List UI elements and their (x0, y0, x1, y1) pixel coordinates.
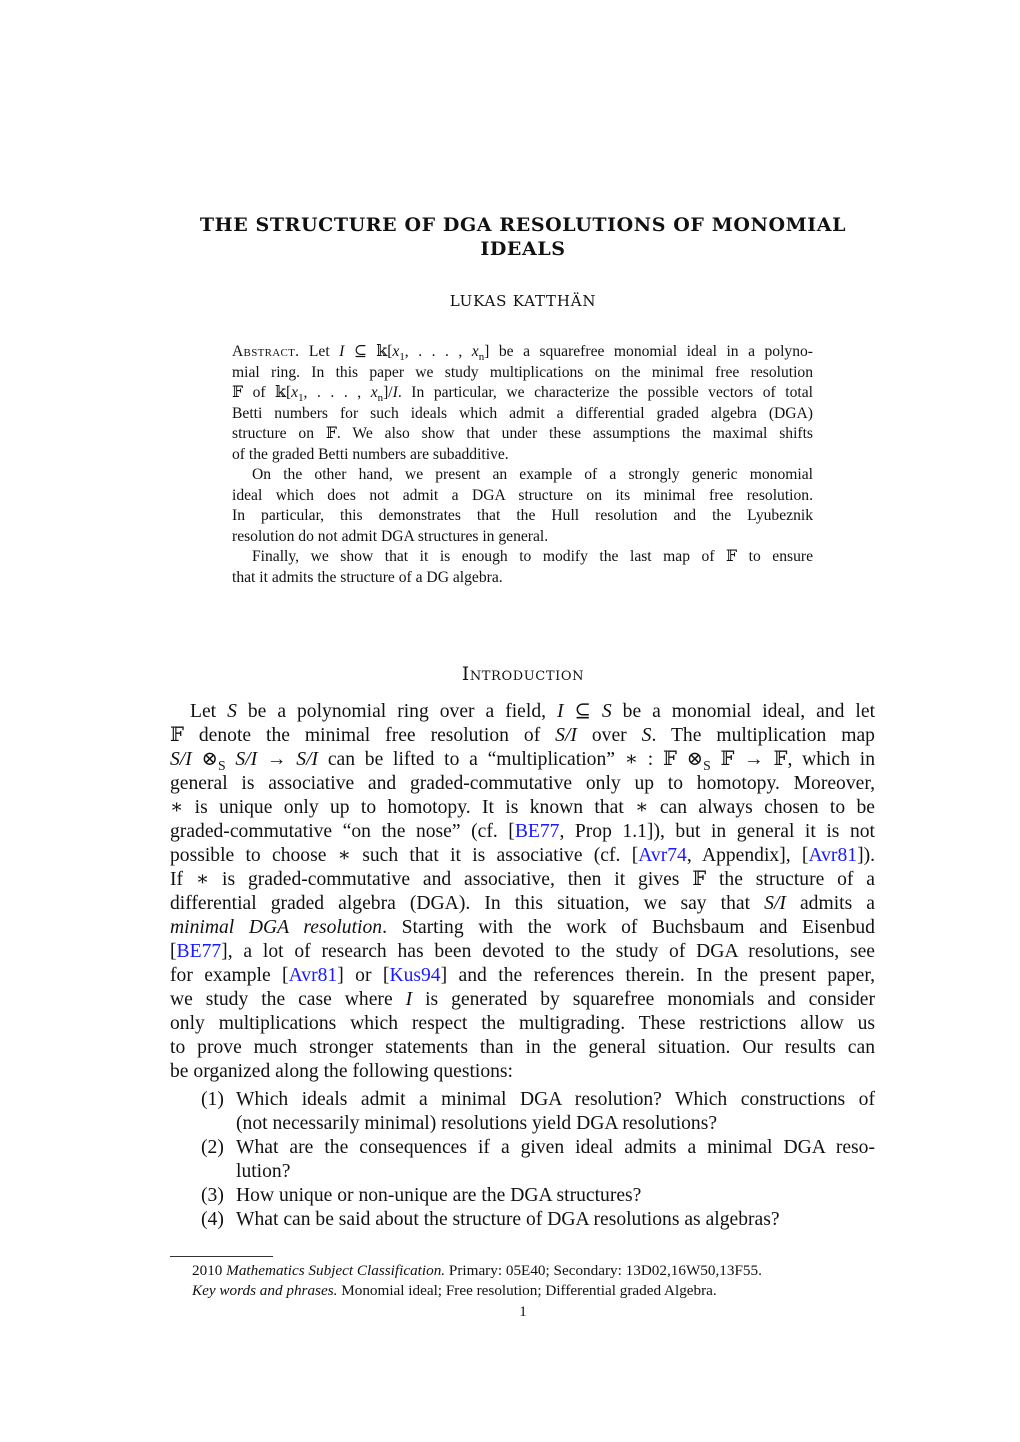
text-segment: 1 (399, 351, 405, 364)
math: I (405, 989, 413, 1010)
math: I (392, 384, 398, 401)
math: S/I (235, 749, 258, 770)
citation-link[interactable]: Avr74 (638, 845, 687, 866)
math: x (392, 343, 400, 360)
question-text (236, 1088, 875, 1136)
msc-year: 2010 (192, 1262, 223, 1279)
text-line: Which ideals admit a minimal DGA resolution? Which constructions of (236, 1089, 875, 1110)
keywords-text: Monomial ideal; Free resolution; Differential graded Algebra. (337, 1282, 717, 1299)
text-segment: ] and the references therein. In the present paper, (440, 965, 875, 986)
text-segment: possible to choose ∗ such that it is associative (cf. [ (170, 845, 639, 866)
paper-title-line-1: THE STRUCTURE OF DGA RESOLUTIONS OF MONOMIAL (199, 214, 847, 236)
text-line (232, 363, 813, 384)
footnote-rule (170, 1256, 273, 1257)
text-line (232, 404, 813, 425)
text-segment: , . . . , (303, 384, 371, 401)
text-segment: 𝔽 → 𝔽, which in (710, 749, 876, 770)
text-segment: ]). (857, 845, 876, 866)
text-segment: ideal which does not admit a DGA structure on its minimal free resolution. (232, 486, 813, 504)
text-segment: In particular, this demonstrates that the Hull resolution and the Lyubeznik (232, 507, 813, 524)
text-segment: Abstract. (232, 343, 300, 360)
text-line (232, 547, 813, 568)
text-segment: Betti numbers for such ideals which admit a differential graded algebra (DGA) (232, 404, 813, 422)
text-segment: 𝔽 of 𝕜[ (232, 384, 292, 401)
text-segment: can be lifted to a “multiplication” ∗ : 𝔽 ⊗ (318, 749, 704, 770)
text-line (232, 568, 813, 589)
text-segment: structure on 𝔽. We also show that under these assumptions the maximal shifts (232, 425, 813, 442)
text-segment: minimal DGA resolution (170, 917, 383, 938)
question-number: (2) (201, 1137, 224, 1158)
msc-text: Primary: 05E40; Secondary: 13D02,16W50,13F55. (445, 1262, 762, 1279)
author: LUKAS KATTHÄN (449, 292, 597, 310)
text-line (170, 916, 875, 940)
text-segment: graded-commutative “on the nose” (cf. [ (170, 821, 515, 842)
text-line (170, 748, 875, 772)
text-line: What can be said about the structure of DGA resolutions as algebras? (236, 1209, 780, 1230)
text-segment: , . . . , (404, 343, 472, 360)
text-segment: ] be a squarefree monomial ideal in a polyno- (484, 343, 813, 360)
text-segment: S (703, 757, 711, 773)
text-segment: Let (190, 701, 228, 722)
math: I (556, 701, 564, 722)
text-line: (not necessarily minimal) resolutions yield DGA resolutions? (236, 1113, 718, 1134)
text-segment: ], a lot of research has been devoted to the study of DGA resolutions, see (221, 941, 875, 962)
text-segment: ⊆ 𝕜[ (344, 343, 393, 360)
text-segment: 𝔽 denote the minimal free resolution of (170, 725, 556, 746)
text-segment: , Appendix], [ (686, 845, 809, 866)
text-segment: admits a (785, 893, 875, 914)
text-segment: ] or [ (337, 965, 390, 986)
question-text (236, 1208, 875, 1232)
text-segment (226, 749, 236, 770)
text-line (170, 964, 875, 988)
math: S (601, 701, 612, 722)
text-line: What are the consequences if a given ideal admits a minimal DGA reso- (236, 1137, 875, 1158)
text-line (170, 940, 875, 964)
text-line (232, 527, 813, 548)
text-line (170, 796, 875, 820)
text-segment: ⊆ (563, 701, 602, 722)
text-segment: Let (299, 343, 340, 360)
introduction-body (170, 700, 875, 1084)
text-segment: be a monomial ideal, and let (611, 701, 876, 722)
text-segment: be a polynomial ring over a field, (236, 701, 557, 722)
abstract (232, 342, 813, 588)
text-line (232, 424, 813, 445)
section-title: Introduction (461, 664, 585, 685)
text-segment: we study the case where (170, 989, 406, 1010)
text-segment: ]/ (383, 384, 393, 401)
math: x (370, 384, 378, 401)
text-line (170, 868, 875, 892)
math: x (291, 384, 299, 401)
text-line (232, 383, 813, 404)
citation-link[interactable]: Avr81 (288, 965, 338, 986)
text-line (170, 700, 875, 724)
text-line (170, 988, 875, 1012)
text-segment: → (257, 749, 297, 770)
text-line (232, 506, 813, 527)
text-line (170, 1036, 875, 1060)
text-line (170, 772, 875, 796)
citation-link[interactable]: Avr81 (808, 845, 858, 866)
text-segment: general is associative and graded-commutative only up to homotopy. Moreover, (170, 773, 875, 794)
keywords-label: Key words and phrases. (192, 1282, 338, 1299)
text-segment: 1 (298, 392, 304, 405)
citation-link[interactable]: BE77 (514, 821, 560, 842)
text-line (232, 445, 813, 466)
math: x (471, 343, 479, 360)
text-segment: On the other hand, we present an example of a strongly generic monomial (252, 466, 813, 483)
question-text (236, 1136, 875, 1184)
text-segment: . Starting with the work of Buchsbaum and Eisenbud (382, 917, 875, 938)
text-line (170, 1060, 875, 1084)
text-segment: over (576, 725, 642, 746)
text-line (170, 1012, 875, 1036)
text-segment: ∗ is unique only up to homotopy. It is known that ∗ can always chosen to be (170, 797, 875, 818)
text-segment: . The multiplication map (651, 725, 875, 746)
text-line (170, 892, 875, 916)
math: S/I (555, 725, 577, 746)
text-line (232, 342, 813, 363)
text-segment: resolution do not admit DGA structures in general. (232, 527, 549, 545)
text-segment: S (217, 757, 226, 773)
math: I (339, 343, 345, 360)
text-segment: for example [ (170, 965, 289, 986)
text-segment: If ∗ is graded-commutative and associative, then it gives 𝔽 the structure of a (170, 869, 875, 890)
msc-label: Mathematics Subject Classification. (226, 1262, 446, 1279)
question-number: (4) (201, 1209, 224, 1230)
text-line (170, 844, 875, 868)
math: S (641, 725, 652, 746)
text-segment: differential graded algebra (DGA). In this situation, we say that (170, 893, 765, 914)
text-line: How unique or non-unique are the DGA structures? (236, 1185, 642, 1206)
text-segment: that it admits the structure of a DG algebra. (232, 568, 503, 586)
question-number: (1) (201, 1089, 224, 1110)
text-line: lution? (236, 1161, 291, 1182)
citation-link[interactable]: Kus94 (389, 965, 441, 986)
text-line (232, 465, 813, 486)
text-line (170, 820, 875, 844)
text-segment: n (377, 392, 384, 405)
question-text (236, 1184, 875, 1208)
text-segment: be organized along the following questions: (170, 1061, 514, 1082)
citation-link[interactable]: BE77 (176, 941, 222, 962)
paper-title-line-2: IDEALS (480, 238, 566, 260)
page-number: 1 (519, 1304, 527, 1320)
math: S/I (296, 749, 319, 770)
text-line (232, 486, 813, 507)
text-segment: . In particular, we characterize the possible vectors of total (397, 384, 814, 401)
text-segment: is generated by squarefree monomials and consider (412, 989, 875, 1010)
text-segment: [ (170, 941, 177, 962)
footnote-msc (192, 1262, 762, 1280)
math: S/I (170, 749, 192, 770)
math: S/I (764, 893, 786, 914)
text-segment: to prove much stronger statements than in the general situation. Our results can (170, 1037, 875, 1058)
text-line (170, 724, 875, 748)
text-segment: Finally, we show that it is enough to modify the last map of 𝔽 to ensure (252, 548, 813, 565)
footnote-keywords (192, 1282, 717, 1300)
question-number: (3) (201, 1185, 224, 1206)
text-segment: ⊗ (191, 749, 218, 770)
text-segment: of the graded Betti numbers are subadditive. (232, 445, 509, 463)
math: S (227, 701, 237, 722)
text-segment: only multiplications which respect the multigrading. These restrictions allow us (170, 1013, 875, 1034)
text-segment: n (478, 351, 485, 364)
text-segment: , Prop 1.1]), but in general it is not (559, 821, 875, 842)
text-segment: mial ring. In this paper we study multiplications on the minimal free resolution (232, 363, 813, 381)
